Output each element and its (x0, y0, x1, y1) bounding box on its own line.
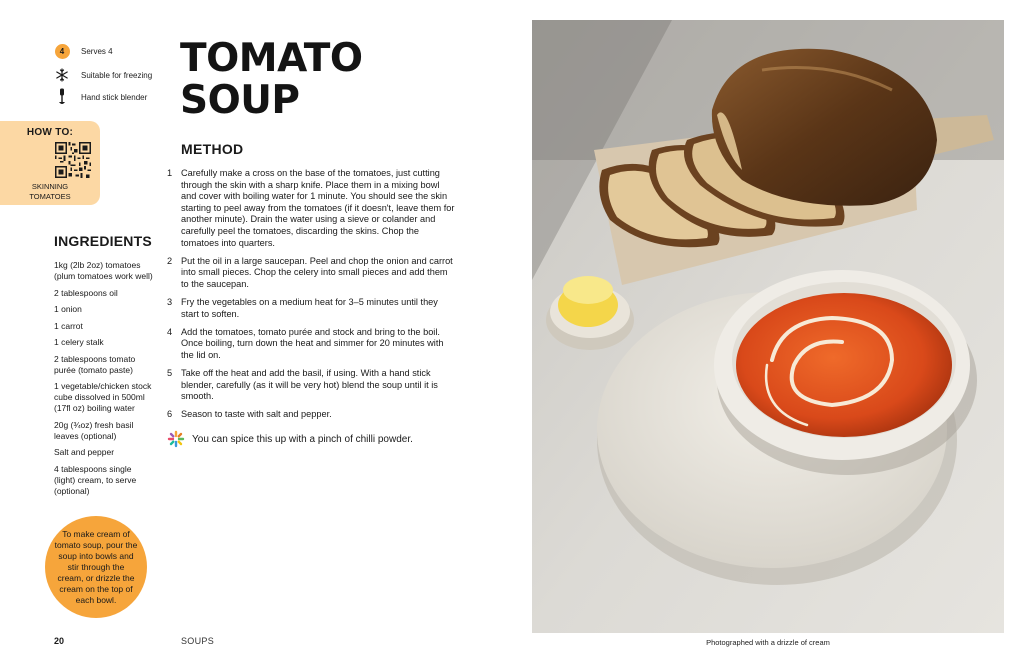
step-text: Put the oil in a large saucepan. Peel and chop the onion and carrot into small pieces. Chop the celery into small pieces and add them to the saucepan. (181, 255, 453, 289)
method-step (167, 256, 457, 291)
howto-label (0, 182, 100, 202)
recipe-title (180, 38, 362, 122)
step-number: 4 (167, 326, 173, 337)
blender-text: Hand stick blender (81, 92, 148, 102)
step-text: Fry the vegetables on a medium heat for 3–5 minutes until they start to soften. (181, 296, 438, 319)
method-step (167, 409, 457, 421)
ingredient-item: 1 onion (54, 304, 82, 314)
step-number: 2 (167, 255, 173, 266)
step-text: Carefully make a cross on the base of the tomatoes, just cutting through the skin with a sharp knife. Place them in a mixing bowl and cover with boiling water for 1 minute. You should see the skin starting to peel away from the tomatoes (if it doesn't, leave them for another minute). Drain the water using a sieve or colander and carefully peel the tomatoes, discarding the skins. Chop the tomatoes into quarters. (181, 168, 455, 248)
step-text: Take off the heat and add the basil, if using. With a hand stick blender, carefully (as it will be very hot) blend the soup until it is smooth. (181, 367, 438, 402)
serves-badge: 4 (55, 44, 70, 59)
method-step (167, 297, 457, 320)
ingredient-item: 2 tablespoons tomato purée (tomato paste) (54, 353, 136, 375)
ingredient-item: 2 tablespoons oil (54, 287, 118, 298)
ingredient-item: 1kg (2lb 2oz) tomatoes (plum tomatoes work well) (54, 260, 153, 281)
tip-note-text: You can spice this up with a pinch of chilli powder. (192, 433, 413, 445)
freezing-row (54, 67, 152, 83)
step-number: 6 (167, 409, 173, 420)
tip-text: To make cream of tomato soup, pour the soup into bowls and stir through the cream, or drizzle the cream on the top of each bowl. (54, 528, 138, 605)
page-number: 20 (54, 636, 65, 646)
ingredient-item: Salt and pepper (54, 447, 115, 457)
tip-circle (45, 516, 147, 618)
recipe-title-line1: TOMATO (180, 36, 363, 81)
step-text: Add the tomatoes, tomato purée and stock and bring to the boil. Once boiling, turn down the heat and simmer for 20 minutes with the lid on. (181, 326, 444, 360)
ingredient-item: 1 celery stalk (54, 337, 104, 347)
sparkle-icon (167, 430, 185, 448)
tip-note (167, 430, 413, 448)
step-text: Season to taste with salt and pepper. (181, 409, 332, 420)
blender-row (54, 89, 147, 105)
method-step (167, 327, 457, 362)
method-step (167, 168, 457, 249)
step-number: 3 (167, 296, 173, 307)
method-step (167, 368, 457, 403)
ingredients-title: INGREDIENTS (54, 233, 152, 249)
ingredients-list (54, 260, 154, 502)
howto-title: HOW TO: (26, 127, 74, 138)
step-number: 1 (167, 168, 173, 178)
soup-photo (532, 20, 1004, 633)
howto-label-line1: SKINNING (31, 182, 69, 191)
section-name: SOUPS (181, 636, 215, 646)
howto-tab[interactable] (0, 121, 100, 205)
serves-text: Serves 4 (81, 46, 113, 56)
freezing-text: Suitable for freezing (81, 70, 153, 80)
ingredient-item: 20g (¾oz) fresh basil leaves (optional) (54, 419, 134, 441)
method-title: METHOD (181, 141, 244, 157)
ingredient-item: 1 vegetable/chicken stock cube dissolved in 500ml (17fl oz) boiling water (54, 381, 152, 413)
method-steps (167, 168, 457, 427)
qr-code-icon[interactable] (55, 142, 91, 178)
howto-label-line2: TOMATOES (29, 192, 71, 201)
ingredient-item: 4 tablespoons single (light) cream, to serve (optional) (54, 463, 137, 496)
snowflake-icon (54, 67, 70, 83)
serves-row (54, 43, 113, 59)
ingredient-item: 1 carrot (54, 320, 83, 331)
step-number: 5 (167, 367, 173, 378)
recipe-title-line2: SOUP (180, 78, 300, 123)
hand-blender-icon (54, 89, 70, 105)
photo-caption: Photographed with a drizzle of cream (706, 638, 830, 647)
